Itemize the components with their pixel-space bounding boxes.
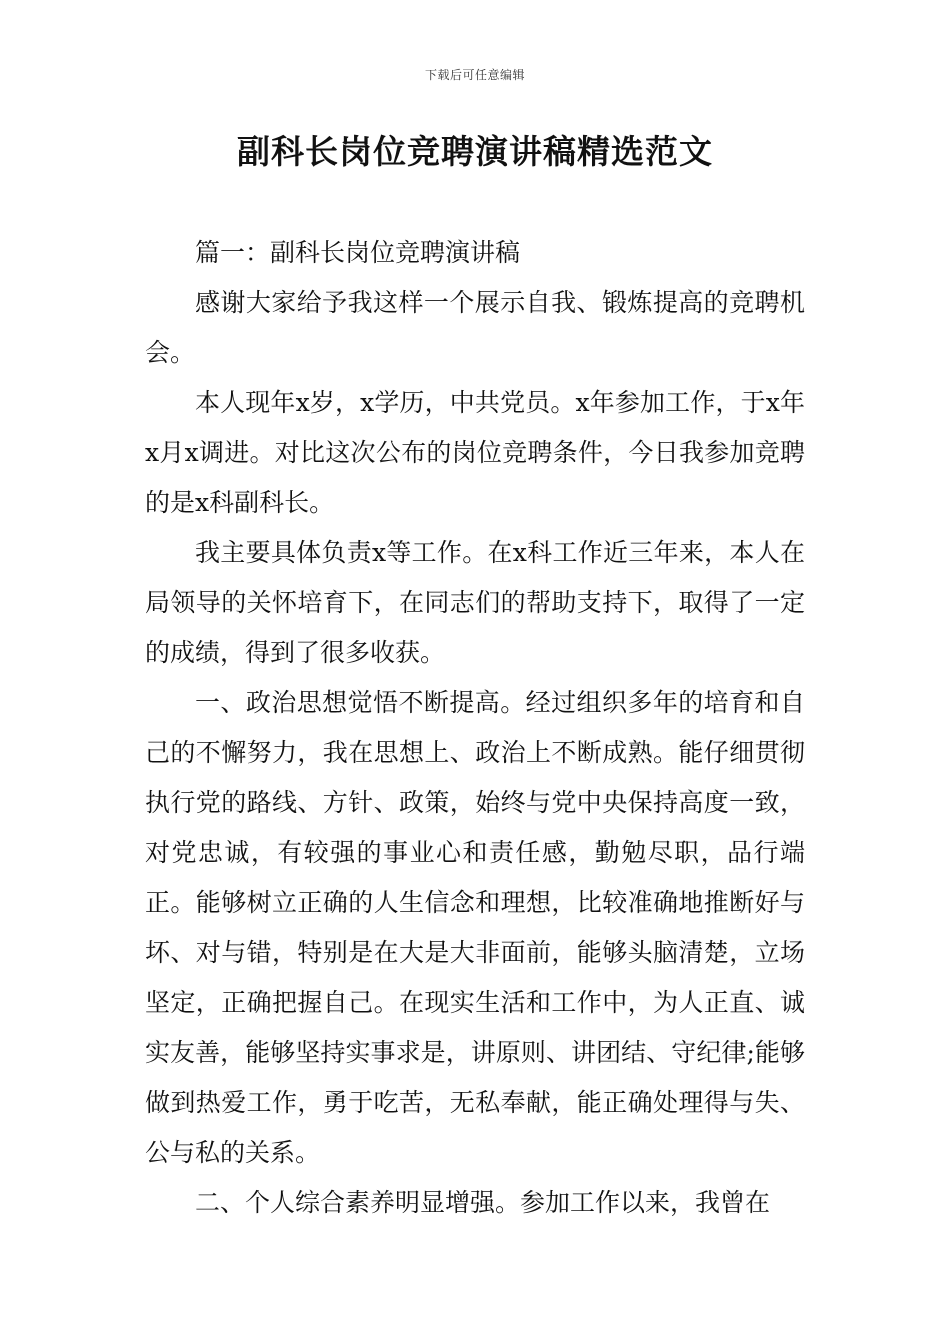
paragraph: 我主要具体负责x等工作。在x科工作近三年来，本人在局领导的关怀培育下，在同志们的帮助支持下，取得了一定的成绩，得到了很多收获。 [145,538,805,667]
paragraph: 二、个人综合素养明显增强。参加工作以来，我曾在 [195,1188,771,1217]
document-title: 副科长岗位竞聘演讲稿精选范文 [237,132,713,171]
section-heading: 篇一：副科长岗位竞聘演讲稿 [195,238,521,267]
paragraph: 一、政治思想觉悟不断提高。经过组织多年的培育和自己的不懈努力，我在思想上、政治上不断成熟。能仔细贯彻执行党的路线、方针、政策，始终与党中央保持高度一致，对党忠诚，有较强的事业心和责任感，勤勉尽职，品行端正。能够树立正确的人生信念和理想，比较准确地推断好与坏、对与错，特别是在大是大非面前，能够头脑清楚，立场坚定，正确把握自己。在现实生活和工作中，为人正直、诚实友善，能够坚持实事求是，讲原则、讲团结、守纪律;能够做到热爱工作，勇于吃苦，无私奉献，能正确处理得与失、公与私的关系。 [145,688,805,1167]
header-note: 下载后可任意编辑 [424,68,525,82]
paragraph: 感谢大家给予我这样一个展示自我、锻炼提高的竞聘机会。 [145,288,805,367]
document-body [145,228,805,1228]
paragraph: 本人现年x岁，x学历，中共党员。x年参加工作，于x年x月x调进。对比这次公布的岗位竞聘条件，今日我参加竞聘的是x科副科长。 [145,388,805,517]
